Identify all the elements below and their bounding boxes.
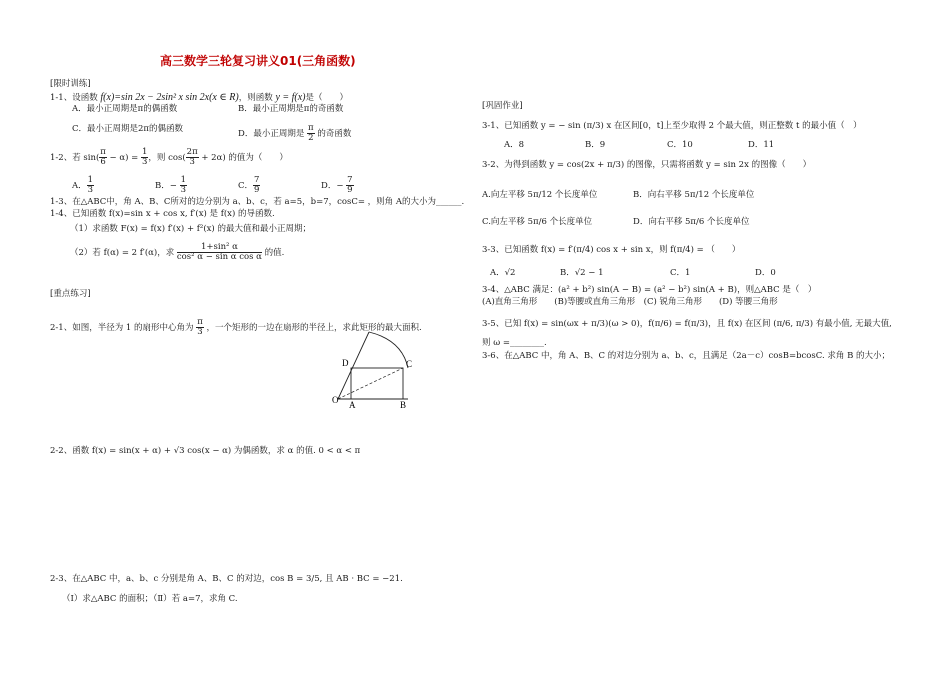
- option-3-1-c: C．10: [667, 140, 693, 150]
- option-1-1-a: A．最小正周期是π的偶函数: [72, 104, 178, 114]
- sector-rectangle-figure: [322, 330, 422, 410]
- question-1-4: 1-4、已知函数 f(x)=sin x + cos x, f′(x) 是 f(x) 的导函数.: [50, 209, 275, 219]
- question-1-3: 1-3、在△ABC中，角 A、B、C所对的边分别为 a、b、c，若 a=5，b=7，cosC= ，则角 A的大小为______.: [50, 197, 465, 207]
- question-1-2: 1-2、若 sin( $\frac{\pi}{6}$ − α) = $\frac{1}{3}$ ，则 cos( $\frac{2\pi}{3}$ + 2α) 的值为（ ）: [50, 147, 288, 167]
- question-1-1: 1-1、设函数 f(x)=sin 2x − 2sin² x sin 2x(x ∈ R)，则函数 y = f(x)是（ ）: [50, 92, 349, 103]
- option-1-1-b: B．最小正周期是π的奇函数: [238, 104, 344, 114]
- question-1-4-part1: （1）求函数 F(x) = f(x) f′(x) + f²(x) 的最大值和最小正周期；: [70, 224, 311, 234]
- option-3-1-d: D．11: [748, 140, 775, 150]
- question-2-1: 2-1、如图，半径为 1 的扇形中心角为 $\frac{\pi}{3}$ ，一个矩形的一边在扇形的半径上，求此矩形的最大面积.: [50, 317, 422, 337]
- label-A: A: [349, 400, 356, 410]
- question-3-5: 3-5、已知 f(x) = sin(ωx + π/3)(ω > 0)，f(π/6) = f(π/3)，且 f(x) 在区间 (π/6, π/3) 有最小值, 无最大值,: [482, 319, 892, 329]
- option-1-2-b: B．− $\frac{1}{3}$: [155, 175, 186, 195]
- option-3-3-d: D．0: [755, 268, 776, 278]
- section-limited-practice: [限时训练]: [50, 79, 91, 89]
- section-consolidation: [巩固作业]: [482, 101, 523, 111]
- question-1-4-part2: （2）若 f(α) = 2 f′(α)，求 $\frac{\text{1+sin² α}}{\text{cos² α − sin α cos α}}$ 的值.: [70, 242, 285, 262]
- question-3-4: 3-4、△ABC 满足：(a² + b²) sin(A − B) = (a² − b²) sin(A + B)，则△ABC 是（ ）: [482, 285, 817, 295]
- label-C: C: [406, 359, 413, 369]
- option-3-1-a: A．8: [504, 140, 525, 150]
- option-3-2-c: C.向左平移 5π/6 个长度单位: [482, 217, 593, 227]
- option-3-2-b: B．向右平移 5π/12 个长度单位: [633, 190, 755, 200]
- options-3-4: (A)直角三角形 (B)等腰或直角三角形 (C) 锐角三角形 (D) 等腰三角形: [482, 297, 778, 307]
- label-B: B: [400, 400, 407, 410]
- question-3-6: 3-6、在△ABC 中，角 A、B、C 的对边分别为 a、b、c，且满足（2a－c）cosB=bcosC. 求角 B 的大小；: [482, 351, 891, 361]
- option-3-3-c: C．1: [670, 268, 691, 278]
- question-3-2: 3-2、为得到函数 y = cos(2x + π/3) 的图像，只需将函数 y = sin 2x 的图像（ ）: [482, 160, 812, 170]
- section-key-practice: [重点练习]: [50, 289, 91, 299]
- option-1-2-a: A． $\frac{1}{3}$: [72, 175, 94, 195]
- option-3-3-b: B．√2 − 1: [560, 268, 604, 278]
- option-1-1-c: C．最小正周期是2π的偶函数: [72, 124, 183, 134]
- question-3-1: 3-1、已知函数 y = − sin (π/3) x 在区间[0，t]上至少取得 2 个最大值，则正整数 t 的最小值（ ）: [482, 121, 862, 131]
- option-3-2-a: A.向左平移 5π/12 个长度单位: [482, 190, 598, 200]
- question-3-3: 3-3、已知函数 f(x) = f′(π/4) cos x + sin x，则 f(π/4) = （ ）: [482, 245, 741, 255]
- formula-1-1: f(x)=sin 2x − 2sin² x sin 2x(x ∈ R): [100, 92, 239, 103]
- option-1-1-d: D．最小正周期是 $\frac{\pi}{2}$ 的奇函数: [238, 123, 352, 143]
- option-3-1-b: B．9: [585, 140, 606, 150]
- question-2-3: 2-3、在△ABC 中，a、b、c 分别是角 A、B、C 的对边，cos B = 3/5, 且 AB · BC = −21.: [50, 574, 403, 584]
- label-O: O: [332, 395, 339, 405]
- question-2-2: 2-2、函数 f(x) = sin(x + α) + √3 cos(x − α) 为偶函数，求 α 的值. 0 < α < π: [50, 446, 361, 456]
- question-3-5-blank: 则 ω =________.: [482, 338, 547, 348]
- option-1-2-d: D．− $\frac{7}{9}$: [321, 175, 353, 195]
- option-3-3-a: A．√2: [490, 268, 516, 278]
- option-3-2-d: D．向右平移 5π/6 个长度单位: [633, 217, 750, 227]
- page-title: 高三数学三轮复习讲义01(三角函数): [160, 54, 356, 68]
- option-1-2-c: C． $\frac{7}{9}$: [238, 175, 260, 195]
- question-2-3-parts: （Ⅰ）求△ABC 的面积；（Ⅱ）若 a=7，求角 C.: [62, 594, 238, 604]
- label-D: D: [342, 358, 349, 368]
